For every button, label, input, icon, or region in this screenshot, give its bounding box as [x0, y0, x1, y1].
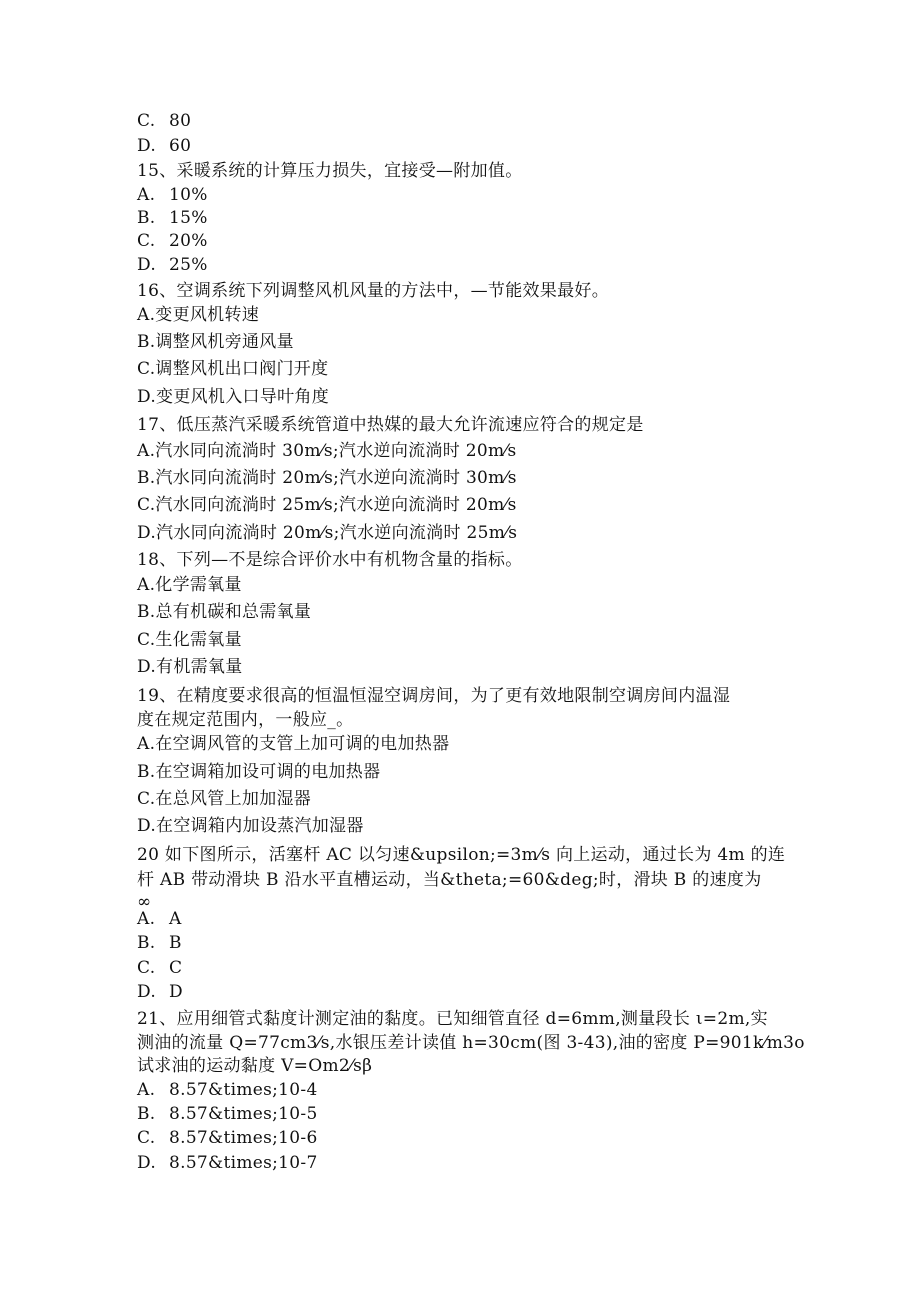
question-line: 16、空调系统下列调整风机风量的方法中，—节能效果最好。 — [137, 281, 610, 301]
option-text: 80 — [169, 111, 192, 131]
option-letter: D. — [137, 982, 157, 1002]
option-letter: C. — [137, 231, 156, 251]
option-line — [137, 932, 182, 954]
option-line — [137, 184, 208, 206]
option-line — [137, 135, 191, 157]
answer-line: D.有机需氧量 — [137, 657, 243, 677]
question-line: 度在规定范围内，一般应_。 — [137, 710, 354, 730]
option-line — [137, 1079, 318, 1101]
answer-line: B.在空调箱加设可调的电加热器 — [137, 762, 381, 782]
question-line: 测油的流量 Q=77cm3⁄s,水银压差计读值 h=30cm(图 3-43),油的密度 P=901k⁄m3o — [137, 1033, 805, 1053]
option-text: 8.57&times;10-6 — [169, 1128, 318, 1148]
answer-line: C.生化需氧量 — [137, 630, 242, 650]
answer-line: C.在总风管上加加湿器 — [137, 789, 312, 809]
answer-line: C.调整风机出口阀门开度 — [137, 359, 329, 379]
option-letter: A. — [137, 185, 156, 205]
option-letter: C. — [137, 958, 156, 978]
option-letter: D. — [137, 136, 157, 156]
option-line — [137, 1127, 318, 1149]
option-letter: B. — [137, 208, 156, 228]
option-text: C — [169, 958, 183, 978]
option-text: 25% — [169, 255, 208, 275]
option-line — [137, 981, 183, 1003]
option-text: 8.57&times;10-4 — [169, 1080, 318, 1100]
option-text: 8.57&times;10-5 — [169, 1104, 318, 1124]
option-line — [137, 254, 208, 276]
answer-line: D.汽水同向流淌时 20m⁄s;汽水逆向流淌时 25m⁄s — [137, 523, 518, 543]
option-text: 20% — [169, 231, 208, 251]
option-text: D — [169, 982, 183, 1002]
option-letter: A. — [137, 909, 156, 929]
option-letter: B. — [137, 1104, 156, 1124]
option-text: 60 — [169, 136, 192, 156]
option-letter: D. — [137, 255, 157, 275]
option-letter: B. — [137, 933, 156, 953]
option-line — [137, 230, 208, 252]
answer-line: A.汽水同向流淌时 30m⁄s;汽水逆向流淌时 20m⁄s — [137, 441, 517, 461]
option-text: 8.57&times;10-7 — [169, 1153, 318, 1173]
answer-line: B.汽水同向流淌时 20m⁄s;汽水逆向流淌时 30m⁄s — [137, 468, 517, 488]
option-text: 15% — [169, 208, 208, 228]
answer-line: B.调整风机旁通风量 — [137, 332, 294, 352]
answer-line: D.变更风机入口导叶角度 — [137, 387, 330, 407]
question-line: 15、采暖系统的计算压力损失，宜接受—附加值。 — [137, 161, 523, 181]
answer-line: C.汽水同向流淌时 25m⁄s;汽水逆向流淌时 20m⁄s — [137, 495, 517, 515]
question-line: 18、下列—不是综合评价水中有机物含量的指标。 — [137, 550, 523, 570]
answer-line: A.变更风机转速 — [137, 305, 260, 325]
option-letter: A. — [137, 1080, 156, 1100]
question-line: 21、应用细管式黏度计测定油的黏度。已知细管直径 d=6mm,测量段长 ι=2m,实 — [137, 1009, 768, 1029]
option-text: A — [169, 909, 182, 929]
option-text: 10% — [169, 185, 208, 205]
option-line — [137, 1103, 318, 1125]
option-line — [137, 957, 182, 979]
question-line: 20 如下图所示，活塞杆 AC 以匀速&upsilon;=3m⁄s 向上运动，通过长为 4m 的连 — [137, 845, 786, 865]
answer-line: B.总有机碳和总需氧量 — [137, 602, 312, 622]
question-line: ∞ — [137, 892, 152, 912]
answer-line: A.在空调风管的支管上加可调的电加热器 — [137, 734, 450, 754]
question-line: 试求油的运动黏度 V=Om2⁄sβ — [137, 1056, 373, 1076]
option-line — [137, 110, 191, 132]
option-letter: C. — [137, 1128, 156, 1148]
question-line: 17、低压蒸汽采暖系统管道中热媒的最大允许流速应符合的规定是 — [137, 415, 644, 435]
option-letter: D. — [137, 1153, 157, 1173]
option-line — [137, 1152, 318, 1174]
answer-line: D.在空调箱内加设蒸汽加湿器 — [137, 816, 364, 836]
question-line: 杆 AB 带动滑块 B 沿水平直槽运动，当&theta;=60&deg;时，滑块 B 的速度为 — [137, 870, 762, 890]
option-letter: C. — [137, 111, 156, 131]
option-text: B — [169, 933, 182, 953]
answer-line: A.化学需氧量 — [137, 575, 242, 595]
option-line — [137, 207, 208, 229]
option-line — [137, 908, 182, 930]
question-line: 19、在精度要求很高的恒温恒湿空调房间，为了更有效地限制空调房间内温湿 — [137, 686, 731, 706]
